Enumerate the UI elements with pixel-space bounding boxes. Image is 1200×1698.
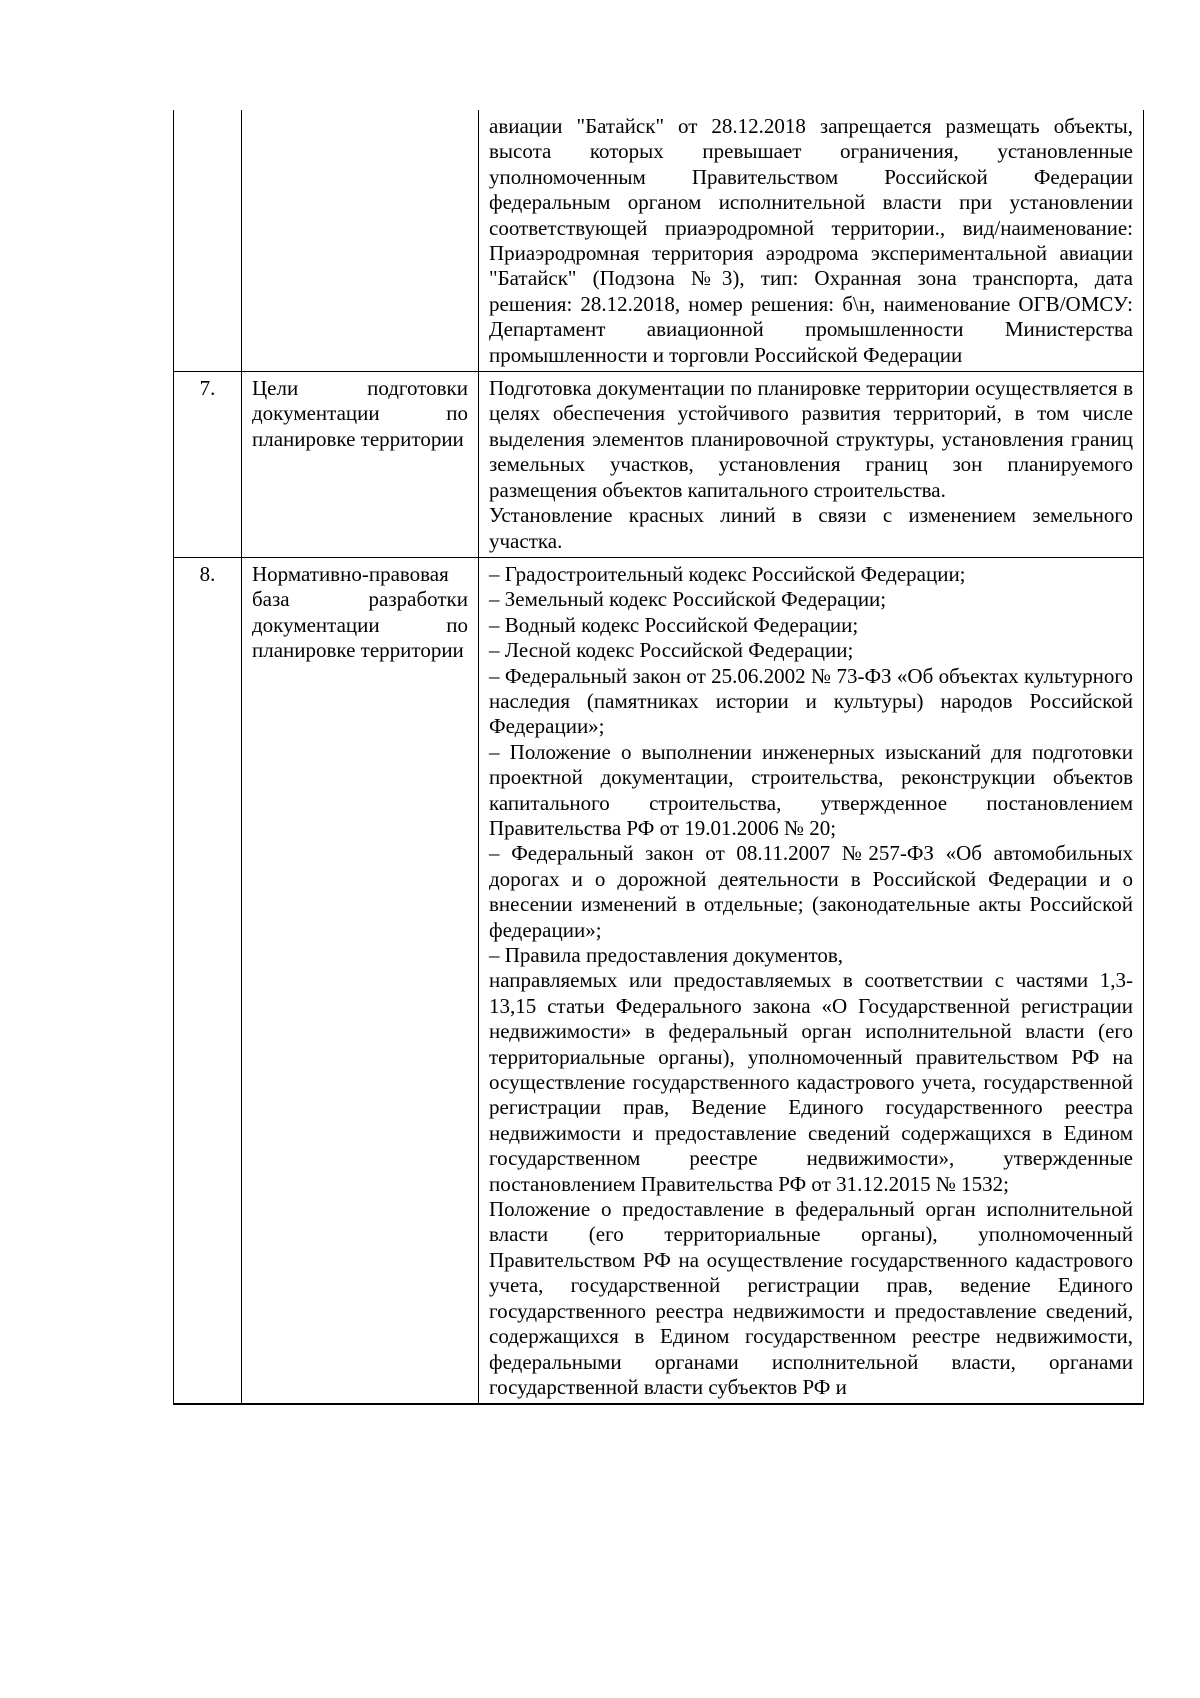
description-paragraph: авиации "Батайск" от 28.12.2018 запрещается размещать объекты, высота которых превышает ограничения, установленные уполномоченным Правительством Российской Федерации федеральным органом исполнительной власти при установлении соответствующей приаэродромной территории., вид/наименование: Приаэродромная территория аэродрома экспериментальной авиации "Батайск" (Подзона №3), тип: Охранная зона транспорта, дата решения: 28.12.2018, номер решения: б\н, наименование ОГВ/ОМСУ: Департамент авиационной промышленности Министерства промышленности и торговли Российской Федерации (489, 114, 1133, 367)
row-number-cell (174, 110, 242, 372)
description-paragraph: Подготовка документации по планировке территории осуществляется в целях обеспечения устойчивого развития территорий, в том числе выделения элементов планировочной структуры, установления границ земельных участков, установления границ зон планируемого размещения объектов капитального строительства. (489, 376, 1133, 502)
description-paragraph: Установление красных линий в связи с изменением земельного участка. (489, 503, 1133, 553)
row-number-cell: 7. (174, 372, 242, 558)
list-item: направляемых или предоставляемых в соответствии с частями 1,3-13,15 статьи Федерального закона «О Государственной регистрации недвижимости» в федеральный орган исполнительной власти (его территориальные органы), уполномоченный правительством РФ на осуществление государственного кадастрового учета, государственной регистрации прав, Ведение Единого государственного реестра недвижимости и предоставление сведений содержащихся в Едином государственном реестре недвижимости», утвержденные постановлением Правительства РФ от 31.12.2015 № 1532; (489, 968, 1133, 1196)
list-item: Положение о предоставление в федеральный орган исполнительной власти (его территориальные органы), уполномоченный Правительством РФ на осуществление государственного кадастрового учета, государственной регистрации прав, ведение Единого государственного реестра недвижимости и предоставление сведений, содержащихся в Едином государственном реестре недвижимости, федеральными органами исполнительной власти, органами государственной власти субъектов РФ и (489, 1197, 1133, 1399)
table-row-7 (174, 372, 1144, 558)
row-description-cell (479, 110, 1144, 372)
row-name-text: Цели подготовки документации по планировке территории (252, 376, 468, 451)
row-name-cell (242, 372, 479, 558)
list-item: – Федеральный закон от 25.06.2002 № 73-ФЗ «Об объектах культурного наследия (памятниках истории и культуры) народов Российской Федерации»; (489, 663, 1133, 739)
requirements-table (173, 110, 1144, 1405)
row-name-cell (242, 110, 479, 372)
list-item: – Лесной кодекс Российской Федерации; (489, 638, 854, 663)
table-row-continued (174, 110, 1144, 372)
row-number-cell: 8. (174, 557, 242, 1404)
row-name-text: Нормативно-правовая база разработки документации по планировке территории (252, 561, 468, 663)
list-item: – Градостроительный кодекс Российской Федерации; (489, 561, 966, 586)
row-name-cell (242, 557, 479, 1404)
row-description-cell (479, 372, 1144, 558)
row-description-cell (479, 557, 1144, 1404)
list-item: – Федеральный закон от 08.11.2007 №257-ФЗ «Об автомобильных дорогах и о дорожной деятельности в Российской Федерации и о внесении изменений в отдельные; (законодательные акты Российской федерации»; (489, 841, 1133, 942)
list-item: – Положение о выполнении инженерных изысканий для подготовки проектной документации, строительства, реконструкции объектов капитального строительства, утвержденное постановлением Правительства РФ от 19.01.2006 № 20; (489, 739, 1133, 840)
list-item: – Земельный кодекс Российской Федерации; (489, 587, 887, 612)
table-row-8 (174, 557, 1144, 1404)
list-item: – Водный кодекс Российской Федерации; (489, 612, 859, 637)
list-item: – Правила предоставления документов, (489, 943, 844, 967)
